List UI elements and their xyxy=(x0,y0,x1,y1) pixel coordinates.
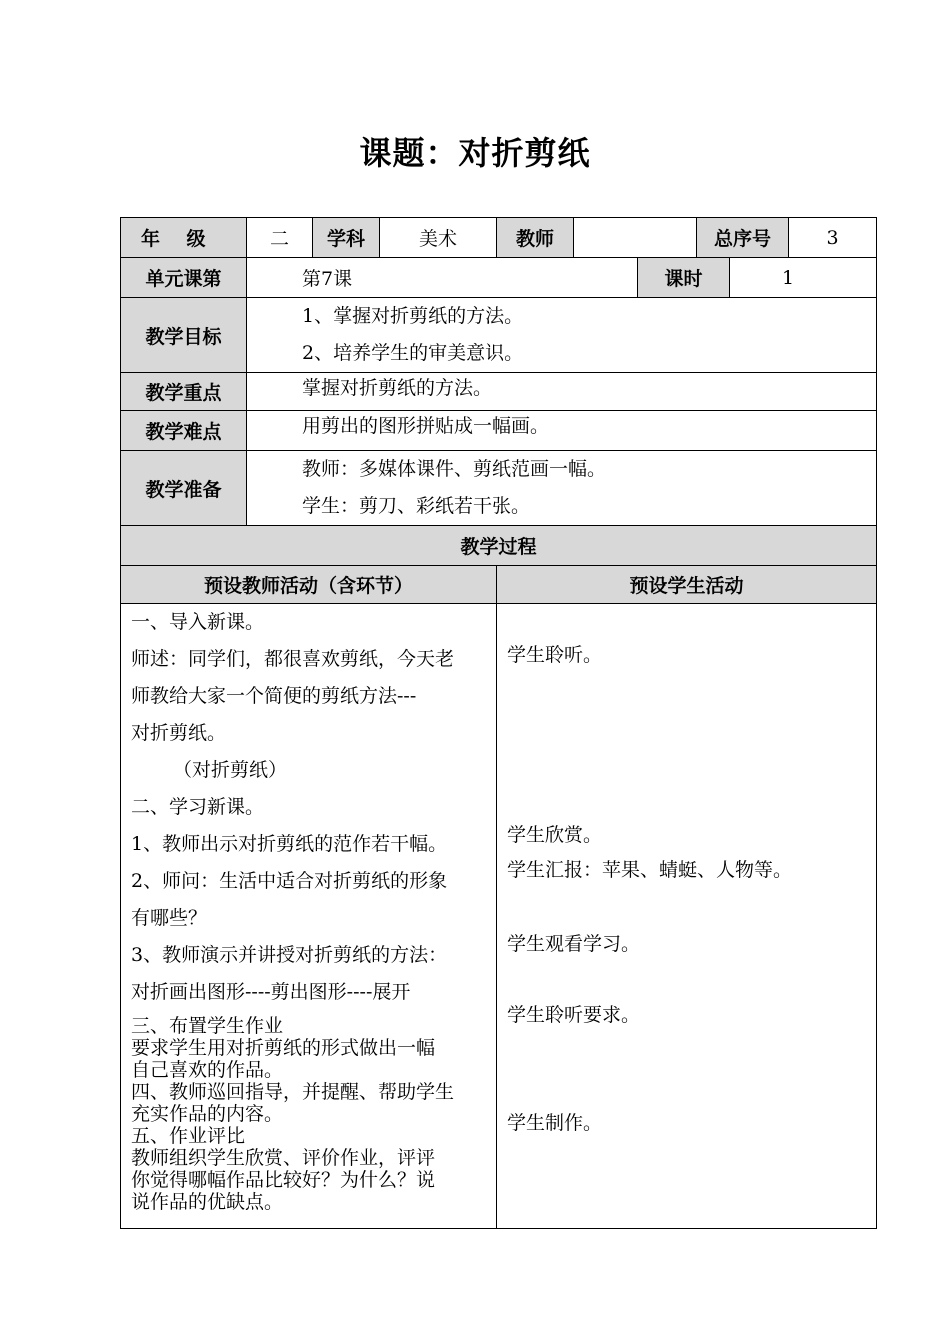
grade-value: 二 xyxy=(247,218,313,258)
student-item: 学生观看学习。 xyxy=(507,933,641,955)
goals-content xyxy=(247,298,877,373)
teacher-value xyxy=(574,218,697,258)
unit-value: 第7课 xyxy=(247,258,638,298)
goal-line: 1、掌握对折剪纸的方法。 xyxy=(302,305,524,327)
teacher-line: 三、布置学生作业 xyxy=(131,1015,284,1037)
difficulty-label: 教学难点 xyxy=(121,411,247,451)
teacher-line: 有哪些？ xyxy=(131,907,208,929)
student-activity-header: 预设学生活动 xyxy=(497,566,877,604)
teacher-line: 二、学习新课。 xyxy=(131,796,265,818)
student-item: 学生聆听。 xyxy=(507,644,603,666)
goals-label: 教学目标 xyxy=(121,298,247,373)
teacher-line: 对折画出图形----剪出图形----展开 xyxy=(131,981,411,1003)
student-item: 学生聆听要求。 xyxy=(507,1004,641,1026)
teacher-line: 要求学生用对折剪纸的形式做出一幅 xyxy=(131,1037,436,1059)
teacher-line: 四、教师巡回指导，并提醒、帮助学生 xyxy=(131,1081,455,1103)
serial-value: 3 xyxy=(789,218,877,258)
teacher-line: 充实作品的内容。 xyxy=(131,1103,284,1125)
student-activity-cell xyxy=(497,604,877,1229)
teacher-line: 1、教师出示对折剪纸的范作若干幅。 xyxy=(131,833,448,855)
teacher-line: 对折剪纸。 xyxy=(131,722,227,744)
teacher-line: 教师组织学生欣赏、评价作业，评评 xyxy=(131,1147,436,1169)
key-point-label: 教学重点 xyxy=(121,373,247,411)
period-value: 1 xyxy=(730,258,877,298)
process-title: 教学过程 xyxy=(121,526,877,566)
student-item: 学生制作。 xyxy=(507,1112,603,1134)
goal-line: 2、培养学生的审美意识。 xyxy=(302,342,524,364)
teacher-line: 2、师问：生活中适合对折剪纸的形象 xyxy=(131,870,448,892)
teacher-line: 师教给大家一个简便的剪纸方法--- xyxy=(131,685,417,707)
student-item: 学生汇报：苹果、蜻蜓、人物等。 xyxy=(507,859,793,881)
teacher-line: 自己喜欢的作品。 xyxy=(131,1059,284,1081)
difficulty-text: 用剪出的图形拼贴成一幅画。 xyxy=(247,411,877,451)
period-label: 课时 xyxy=(638,258,730,298)
teacher-activity-header: 预设教师活动（含环节） xyxy=(121,566,497,604)
teacher-label: 教师 xyxy=(497,218,574,258)
page-title: 课题：对折剪纸 xyxy=(359,134,591,172)
teacher-activity-cell xyxy=(121,604,497,1229)
teacher-line: 五、作业评比 xyxy=(131,1125,246,1147)
teacher-line: 3、教师演示并讲授对折剪纸的方法： xyxy=(131,944,448,966)
teacher-line: 说作品的优缺点。 xyxy=(131,1191,284,1213)
student-item: 学生欣赏。 xyxy=(507,824,603,846)
grade-label: 年 级 xyxy=(121,218,247,258)
teacher-line: （对折剪纸） xyxy=(173,759,288,781)
subject-label: 学科 xyxy=(313,218,380,258)
key-point-text: 掌握对折剪纸的方法。 xyxy=(247,373,877,411)
teacher-line: 师述：同学们，都很喜欢剪纸，今天老 xyxy=(131,648,455,670)
preparation-label: 教学准备 xyxy=(121,451,247,526)
preparation-line: 学生：剪刀、彩纸若干张。 xyxy=(302,495,531,517)
teacher-line: 一、导入新课。 xyxy=(131,611,265,633)
preparation-line: 教师：多媒体课件、剪纸范画一幅。 xyxy=(302,458,607,480)
unit-label: 单元课第 xyxy=(121,258,247,298)
serial-label: 总序号 xyxy=(697,218,789,258)
teacher-line: 你觉得哪幅作品比较好？为什么？说 xyxy=(131,1169,436,1191)
lesson-plan-table xyxy=(120,217,877,1229)
preparation-content xyxy=(247,451,877,526)
subject-value: 美术 xyxy=(380,218,497,258)
